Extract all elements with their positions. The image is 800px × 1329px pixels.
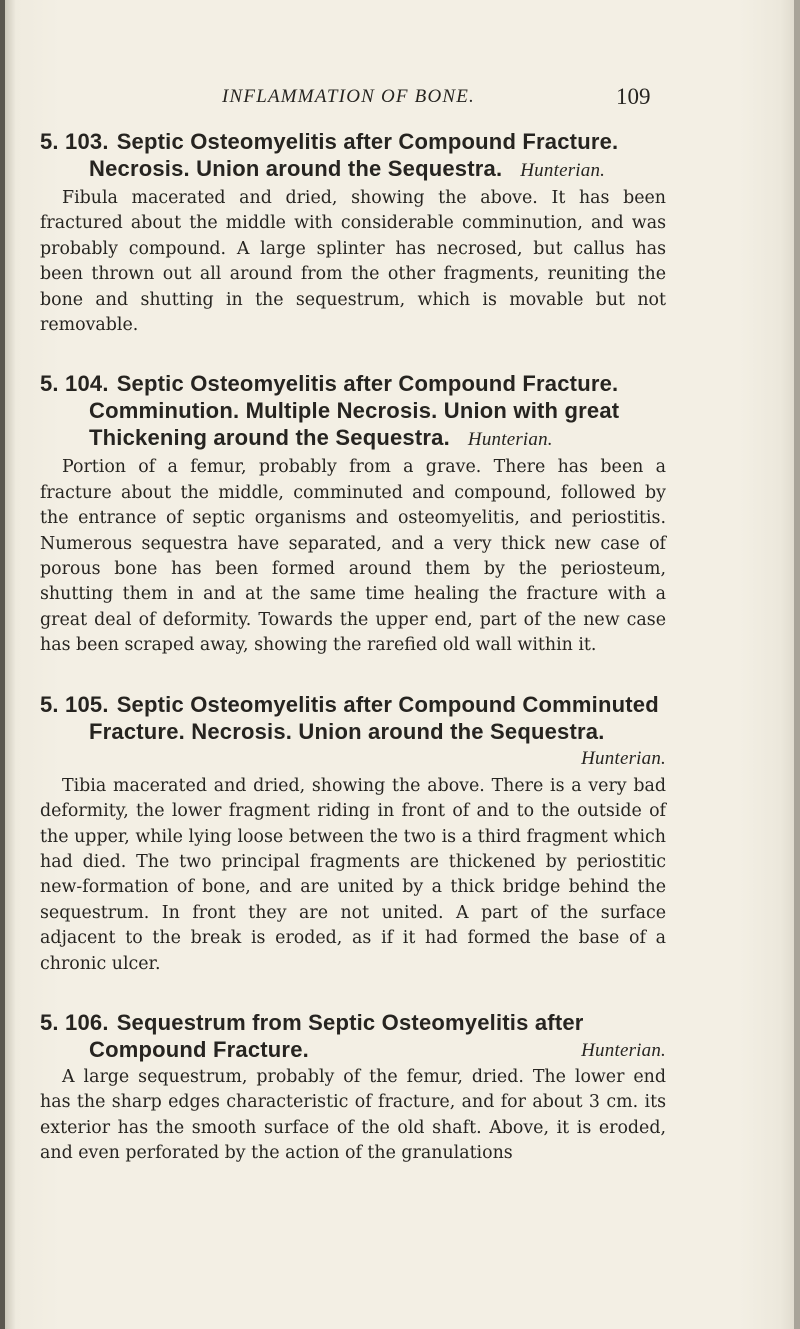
entry-description: Tibia macerated and dried, showing the above. There is a very bad deformity, the lower fragment riding in front of and to the outside of the upper, while lying loose between the two is a third fragment which had died. The two principal fragments are thickened by periostitic new-formation of bone, and are united by a thick bridge behind the sequestrum. In front they are not united. A part of the surface adjacent to the break is eroded, as if it had formed the base of a chronic ulcer.: [40, 775, 666, 974]
entry-source: Hunterian.: [467, 429, 553, 451]
entry-description: A large sequestrum, probably of the femur, dried. The lower end has the sharp edges characteristic of fracture, and for about 3 cm. its exterior has the smooth surface of the old shaft. Above, it is eroded, and even perforated by the action of the granulations: [40, 1066, 666, 1164]
entry-number: 5. 105.: [40, 691, 109, 717]
running-head: [40, 86, 660, 116]
entry-title: Septic Osteomyelitis after Compound Comminuted Fracture. Necrosis. Union around the Sequestra.: [89, 691, 659, 744]
running-head-title: INFLAMMATION OF BONE.: [222, 86, 476, 107]
entry-heading: [40, 1009, 666, 1063]
entry-heading: [40, 691, 666, 772]
entry-description: Portion of a femur, probably from a grave. There has been a fracture about the middle, comminuted and compound, followed by the entrance of septic organisms and osteomyelitis, and periostitis. Numerous sequestra have separated, and a very thick new case of porous bone has been formed around them by the periosteum, shutting them in and at the same time healing the fracture with a great deal of deformity. Towards the upper end, part of the new case has been scraped away, showing the rarefied old wall within it.: [40, 457, 666, 656]
page-number: 109: [616, 84, 651, 109]
entry-heading: [40, 128, 666, 184]
entry-source: Hunterian.: [520, 160, 606, 181]
entry-number: 5. 104.: [40, 371, 109, 397]
entry-source: Hunterian.: [581, 1039, 666, 1061]
entry-title: Sequestrum from Septic Osteomyelitis after Compound Fracture.: [89, 1009, 584, 1062]
entry-number: 5. 106.: [40, 1009, 109, 1035]
page-outer-edge: [794, 0, 800, 1329]
catalogue-entry-5-105: [40, 691, 666, 977]
catalogue-entry-5-106: [40, 1009, 666, 1167]
page-binding-edge: [0, 0, 5, 1329]
catalogue-entry-5-103: [40, 128, 666, 338]
entry-description: Fibula macerated and dried, showing the above. It has been fractured about the middle with considerable comminution, and was probably compound. A large splinter has necrosed, but callus has been thrown out all around from the other fragments, reuniting the bone and shutting in the sequestrum, which is movable but not removable.: [40, 188, 666, 336]
entry-source: Hunterian.: [581, 747, 666, 769]
entry-number: 5. 103.: [40, 129, 109, 154]
entry-title: Septic Osteomyelitis after Compound Fracture. Comminution. Multiple Necrosis. Union with great Thickening around the Sequestra.: [89, 371, 620, 451]
catalogue-entry-5-104: [40, 370, 666, 658]
catalogue-entries: [40, 128, 666, 1167]
entry-title: Septic Osteomyelitis after Compound Fracture. Necrosis. Union around the Sequestra.: [89, 129, 619, 181]
entry-heading: [40, 370, 666, 453]
